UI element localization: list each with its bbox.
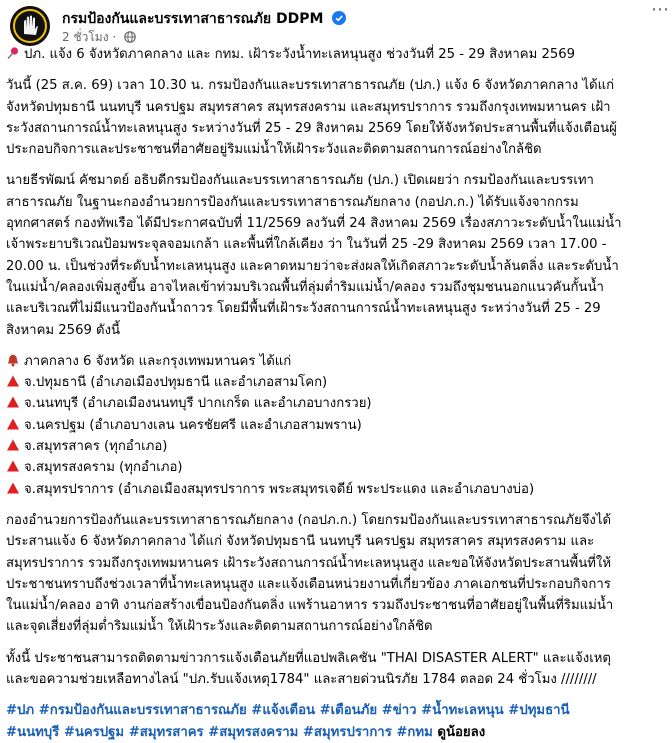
bell-icon (6, 353, 20, 367)
post-content (6, 44, 666, 743)
page-name[interactable] (62, 8, 346, 30)
hashtag-line-2 (6, 722, 666, 743)
page-avatar[interactable] (10, 6, 50, 46)
red-triangle-icon (6, 459, 20, 473)
list-item: จ.นครปฐม (อำเภอบางเลน นครชัยศรี และอำเภอสามพราน) (6, 415, 666, 436)
verified-badge-icon (332, 11, 346, 25)
post-time[interactable]: 2 ชั่วโมง (62, 30, 109, 44)
red-triangle-icon (6, 438, 20, 452)
ddpm-logo-icon (10, 6, 50, 46)
hashtags (6, 700, 666, 743)
paragraph-3: กองอำนวยการป้องกันและบรรเทาสาธารณภัยกลาง (กอปภ.ก.) โดยกรมป้องกันและบรรเทาสาธารณภัยจึงได้ ประสานแจ้ง 6 จังหวัดภาคกลาง ได้แก่ จังหวัดปทุมธานี นนทบุรี นครปฐม สมุทรสาคร สมุทรสงคราม และ สมุทรปราการ รวมถึงกรุงเทพมหานคร เฝ้าระวังสถานการณ์น้ำทะเลหนุนสูง และขอให้จังหวัดประสานพื้นที่ให้ ประชาชนทราบถึงช่วงเวลาที่น้ำทะเลหนุนสูง และแจ้งเตือนหน่วยงานที่เกี่ยวข้อง ภาคเอกชนที่ประกอบกิจการ ในแม่น้ำ/คลอง อาทิ งานก่อสร้างเขื่อนป้องกันตลิ่ง แพร้านอาหาร รวมถึงประชาชนที่อาศัยอยู่ในพื้นที่ริมแม่น้ำ และจุดเสี่ยงที่ลุ่มต่ำริมแม่น้ำ ให้เฝ้าระวังและติดตามสถานการณ์อย่างใกล้ชิด (6, 512, 614, 635)
more-options-icon[interactable]: ⋯ (651, 0, 669, 20)
red-triangle-icon (6, 374, 20, 388)
list-item: จ.สมุทรปราการ (อำเภอเมืองสมุทรปราการ พระสมุทรเจดีย์ พระประแดง และอำเภอบางบ่อ) (6, 479, 666, 500)
list-item: จ.นนทบุรี (อำเภอเมืองนนทบุรี ปากเกร็ด และอำเภอบางกรวย) (6, 393, 666, 414)
post-meta: 2 ชั่วโมง · (62, 28, 136, 47)
see-less-link[interactable]: ดูน้อยลง (437, 724, 486, 740)
post-header (10, 4, 660, 48)
hashtag-links[interactable]: #นนทบุรี #นครปฐม #สมุทรสาคร #สมุทรสงคราม #สมุทรปราการ #กทม (6, 724, 433, 740)
red-triangle-icon (6, 395, 20, 409)
page-name-text: กรมป้องกันและบรรเทาสาธารณภัย DDPM (62, 11, 324, 27)
paragraph-2: นายธีรพัฒน์ คัชมาตย์ อธิบดีกรมป้องกันและบรรเทาสาธารณภัย (ปภ.) เปิดเผยว่า กรมป้องกันและบรรเทา สาธารณภัย ในฐานะกองอำนวยการป้องกันและบรรเทาสาธารณภัยกลาง (กอปภ.ก.) ได้รับแจ้งจากกรม อุทกศาสตร์ กองทัพเรือ ได้มีประกาศฉบับที่ 11/2569 ลงวันที่ 24 สิงหาคม 2569 เรื่องสภาวะระดับน้ำในแม่น้ำ เจ้าพระยาบริเวณป้อมพระจุลจอมเกล้า และพื้นที่ใกล้เคียง ว่า ในวันที่ 25 -29 สิงหาคม 2569 เวลา 17.00 - 20.00 น. เป็นช่วงที่ระดับน้ำทะเลหนุนสูง และคาดหมายว่าจะส่งผลให้เกิดสภาวะระดับน้ำล้นตลิ่ง และระดับน้ำ ในแม่น้ำ/คลองเพิ่มสูงขึ้น อาจไหลเข้าท่วมบริเวณพื้นที่ลุ่มต่ำริมแม่น้ำ/คลอง รวมถึงชุมชนนอกแนวคันกั้นน้ำ และบริเวณที่ไม่มีแนวป้องกันน้ำถาวร โดยมีพื้นที่เฝ้าระวังสถานการณ์น้ำทะเลหนุนสูง ระหว่างวันที่ 25 - 29 สิงหาคม 2569 ดังนี้ (6, 173, 622, 338)
hashtag-line-1[interactable]: #ปภ #กรมป้องกันและบรรเทาสาธารณภัย #แจ้งเตือน #เตือนภัย #ข่าว #น้ำทะเลหนุน #ปทุมธานี (6, 703, 570, 719)
list-item: จ.ปทุมธานี (อำเภอเมืองปทุมธานี และอำเภอสามโคก) (6, 372, 666, 393)
pushpin-icon (6, 46, 20, 60)
paragraph-1: วันนี้ (25 ส.ค. 69) เวลา 10.30 น. กรมป้องกันและบรรเทาสาธารณภัย (ปภ.) แจ้ง 6 จังหวัดภาคกลาง ได้แก่ จังหวัดปทุมธานี นนทบุรี นครปฐม สมุทรสาคร สมุทรสงคราม และสมุทรปราการ รวมถึงกรุงเทพมหานคร เฝ้า ระวังสถานการณ์น้ำทะเลหนุนสูง ระหว่างวันที่ 25 - 29 สิงหาคม 2569 โดยให้จังหวัดประสานพื้นที่แจ้งเตือนผู้ ประกอบกิจการและประชาชนที่อาศัยอยู่ริมแม่น้ำให้เฝ้าระวังและติดตามสถานการณ์อย่างใกล้ชิด (6, 78, 617, 158)
province-list (6, 372, 666, 500)
paragraph-4: ทั้งนี้ ประชาชนสามารถติดตามข่าวการแจ้งเตือนภัยที่แอปพลิเคชัน "THAI DISASTER ALERT" และแจ้งเหตุ และขอความช่วยเหลือทางไลน์ "ปภ.รับแจ้งเหตุ1784" และสายด่วนนิรภัย 1784 ตลอด 24 ชั่วโมง //////// (6, 650, 611, 688)
globe-icon (124, 31, 136, 43)
red-triangle-icon (6, 417, 20, 431)
list-item: จ.สมุทรสงคราม (ทุกอำเภอ) (6, 457, 666, 478)
list-item: จ.สมุทรสาคร (ทุกอำเภอ) (6, 436, 666, 457)
region-heading: ภาคกลาง 6 จังหวัด และกรุงเทพมหานคร ได้แก่ (6, 351, 666, 372)
red-triangle-icon (6, 481, 20, 495)
headline: ปภ. แจ้ง 6 จังหวัดภาคกลาง และ กทม. เฝ้าระวังน้ำทะเลหนุนสูง ช่วงวันที่ 25 - 29 สิงหาคม 2569 (6, 44, 666, 65)
